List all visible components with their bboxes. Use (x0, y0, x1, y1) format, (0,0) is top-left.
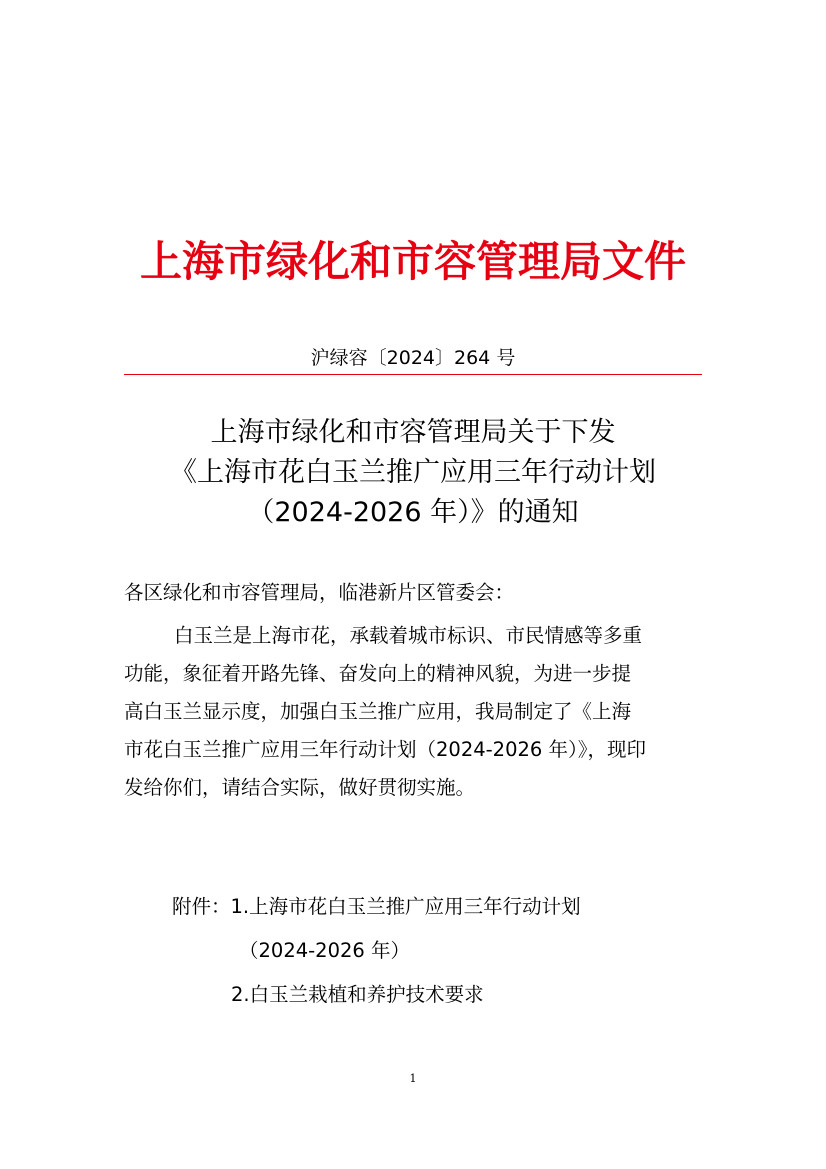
attachment-item-2: 2.白玉兰栽植和养护技术要求 (231, 983, 484, 1006)
attachment-item-1 (172, 885, 581, 929)
paragraph-line-2: 功能，象征着开路先锋、奋发向上的精神风貌，为进一步提 (124, 662, 632, 685)
paragraph-line-4: 市花白玉兰推广应用三年行动计划（2024-2026 年）》，现印 (124, 738, 646, 761)
paragraph-line-3: 高白玉兰显示度，加强白玉兰推广应用，我局制定了《上海 (124, 700, 632, 723)
notice-title-line-2: 《上海市花白玉兰推广应用三年行动计划 (170, 457, 656, 488)
attachments-list (172, 885, 581, 1017)
paragraph-line-1: 白玉兰是上海市花，承载着城市标识、市民情感等多重 (174, 624, 643, 647)
notice-title-line-1: 上海市绿化和市容管理局关于下发 (210, 417, 616, 448)
document-number: 沪绿容〔2024〕264 号 (310, 347, 516, 369)
document-header-title: 上海市绿化和市容管理局文件 (139, 237, 686, 286)
red-divider-line (124, 374, 702, 375)
body-paragraph (124, 617, 709, 807)
attachment-1-title: 1.上海市花白玉兰推广应用三年行动计划 (230, 895, 581, 918)
notice-title-line-3: （2024-2026 年）》的通知 (247, 497, 579, 528)
notice-title (0, 413, 826, 533)
attachment-item-1-continued: （2024-2026 年） (239, 939, 410, 962)
addressee: 各区绿化和市容管理局，临港新片区管委会： (124, 581, 515, 604)
paragraph-line-5: 发给你们，请结合实际，做好贯彻实施。 (124, 776, 476, 799)
attachments-label: 附件： (172, 895, 231, 918)
page-number: 1 (409, 1072, 417, 1085)
